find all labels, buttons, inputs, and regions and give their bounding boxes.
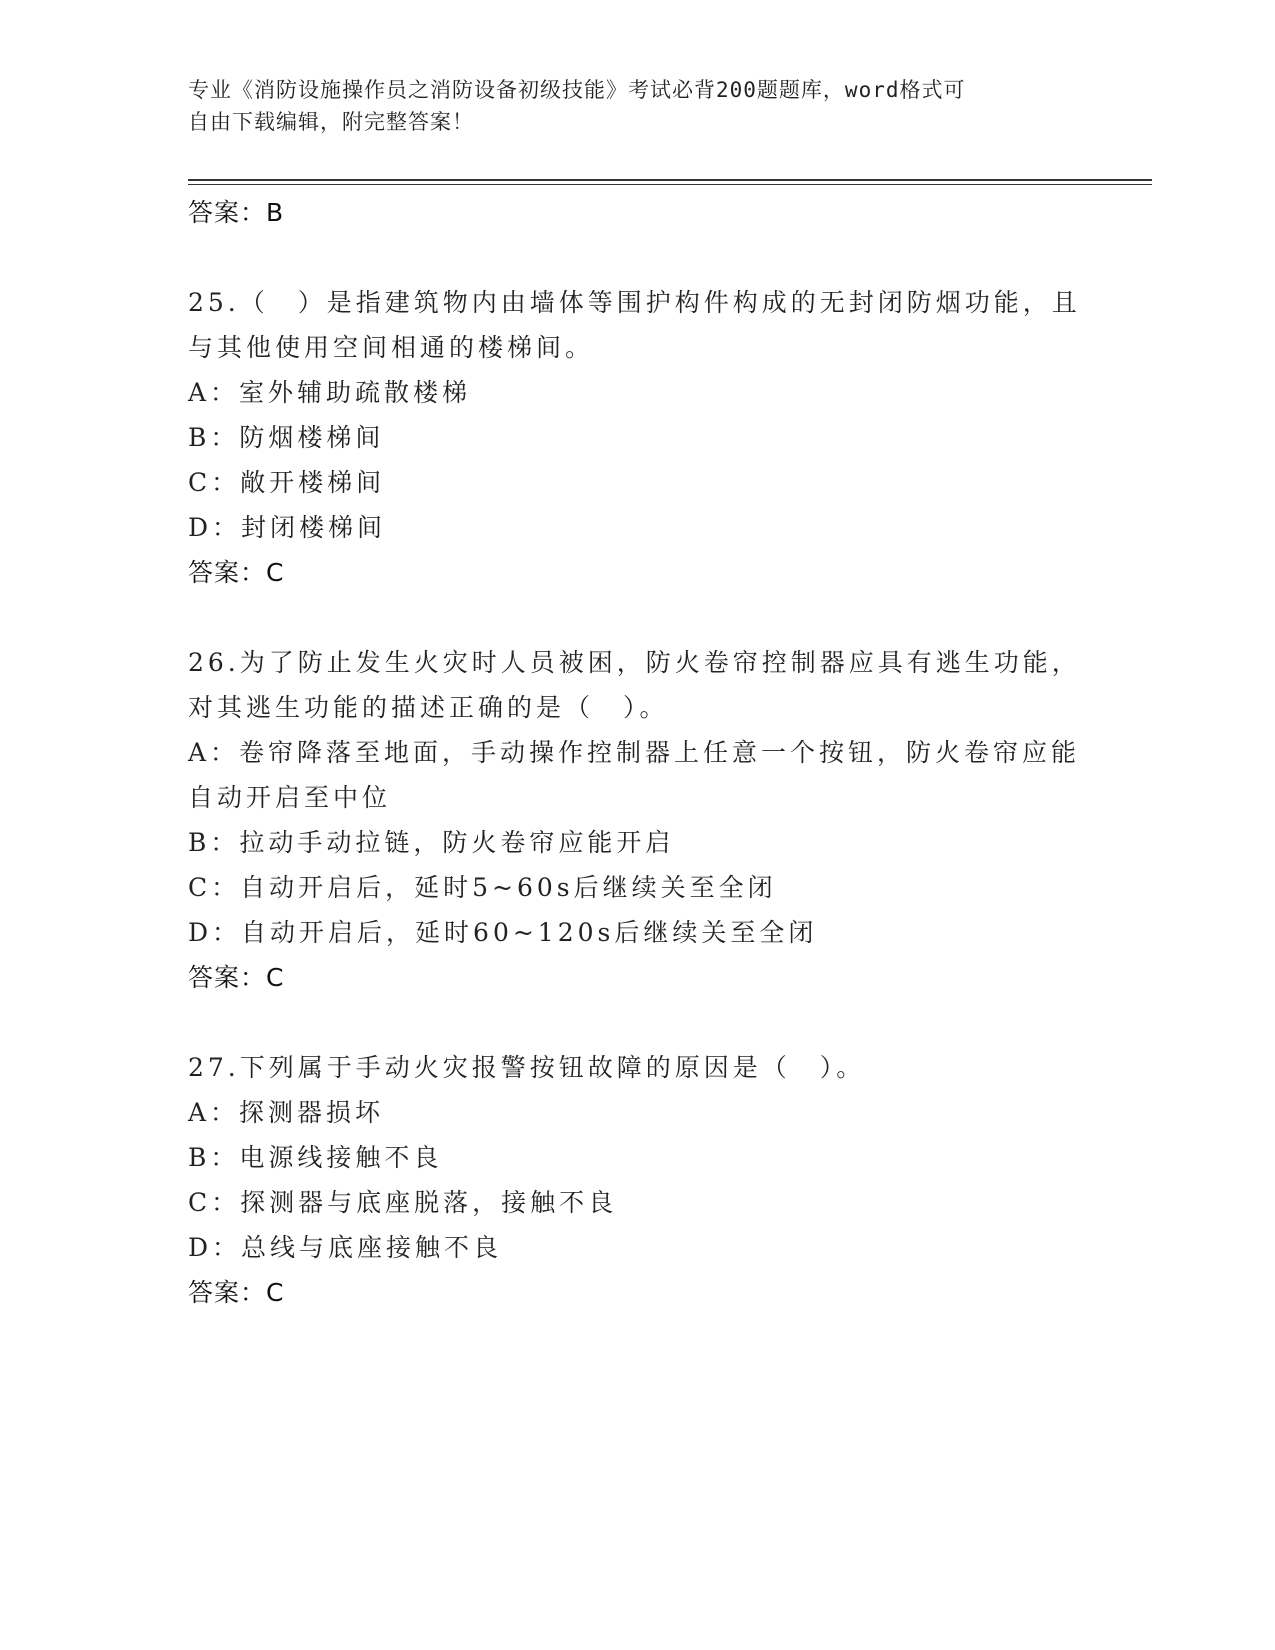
option-d: D：自动开启后，延时60~120s后继续关至全闭: [188, 918, 818, 947]
answer-line: 答案：B: [188, 198, 285, 227]
header-divider: [188, 179, 1152, 181]
question-block: [188, 1045, 1088, 1315]
option-c: C：自动开启后，延时5~60s后继续关至全闭: [188, 873, 777, 902]
option-b: B：防烟楼梯间: [188, 423, 385, 452]
question-block: [188, 280, 1088, 595]
option-c: C：敞开楼梯间: [188, 468, 386, 497]
question-stem: 25.（ ）是指建筑物内由墙体等围护构件构成的无封闭防烟功能，且: [188, 288, 1081, 317]
option-c: C：探测器与底座脱落，接触不良: [188, 1188, 618, 1217]
answer-line: 答案：C: [188, 558, 285, 587]
option-d: D：封闭楼梯间: [188, 513, 387, 542]
question-stem: 27.下列属于手动火灾报警按钮故障的原因是（ ）。: [188, 1053, 866, 1082]
question-stem: 与其他使用空间相通的楼梯间。: [188, 333, 595, 362]
option-b: B：拉动手动拉链，防火卷帘应能开启: [188, 828, 675, 857]
question-list: [188, 190, 1088, 1315]
header-line-1: 专业《消防设施操作员之消防设备初级技能》考试必背200题题库，word格式可: [188, 78, 966, 102]
option-b: B：电源线接触不良: [188, 1143, 443, 1172]
option-a: A：室外辅助疏散楼梯: [188, 378, 472, 407]
answer-line: 答案：C: [188, 1278, 285, 1307]
option-a-continued: 自动开启至中位: [188, 783, 392, 812]
option-a: A：卷帘降落至地面，手动操作控制器上任意一个按钮，防火卷帘应能: [188, 738, 1081, 767]
question-stem: 对其逃生功能的描述正确的是（ ）。: [188, 693, 669, 722]
question-stem: 26.为了防止发生火灾时人员被困，防火卷帘控制器应具有逃生功能，: [188, 648, 1081, 677]
page-header: [188, 74, 1088, 138]
answer-line: 答案：C: [188, 963, 285, 992]
option-d: D：总线与底座接触不良: [188, 1233, 503, 1262]
option-a: A：探测器损坏: [188, 1098, 385, 1127]
header-line-2: 自由下载编辑，附完整答案！: [188, 110, 474, 134]
question-block: [188, 640, 1088, 1000]
header-divider-thin: [188, 184, 1152, 185]
